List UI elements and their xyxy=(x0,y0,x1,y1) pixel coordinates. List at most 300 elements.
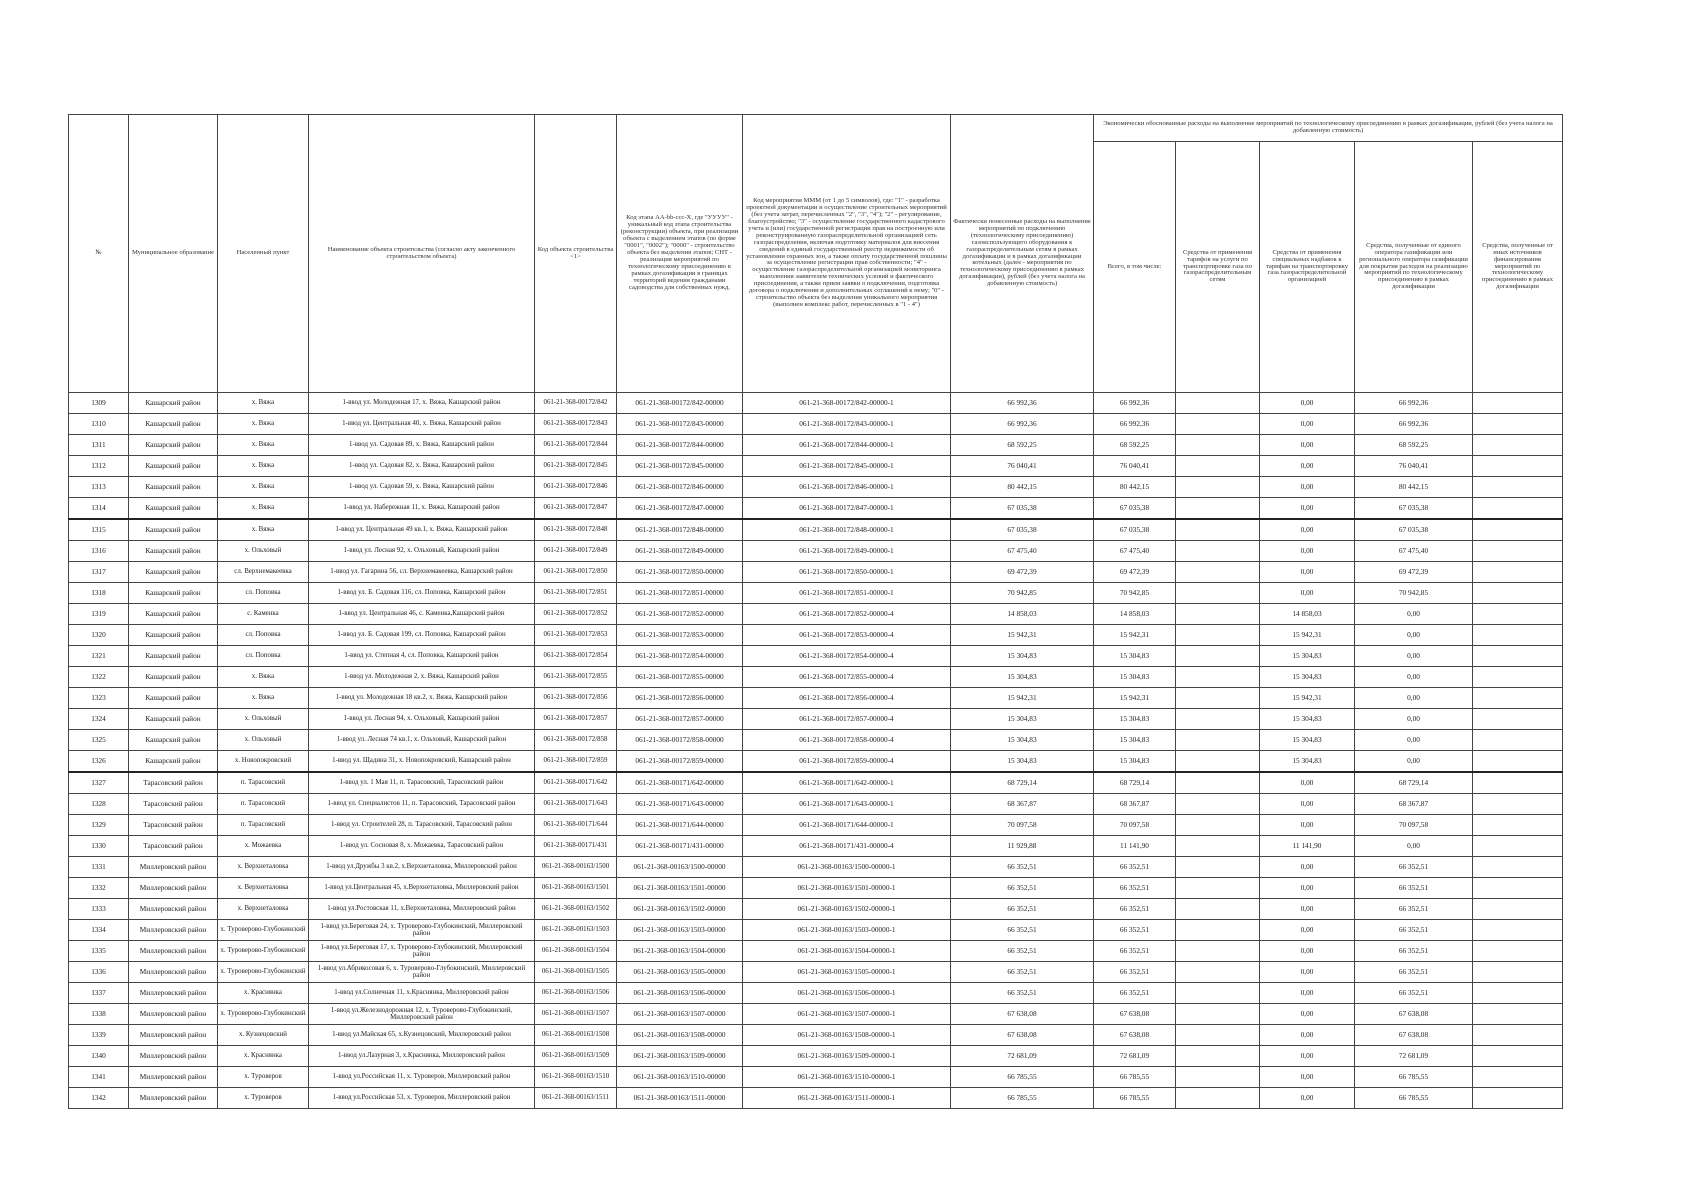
cell-municipality: Миллеровский район xyxy=(129,1046,218,1067)
cell-src-other xyxy=(1473,709,1563,730)
cell-num: 1326 xyxy=(69,751,129,773)
cell-src-operator: 0,00 xyxy=(1355,604,1473,625)
cell-src-transport xyxy=(1176,667,1260,688)
cell-src-special: 0,00 xyxy=(1260,541,1355,562)
cell-event-code: 061-21-368-00163/1510-00000-1 xyxy=(743,1067,951,1088)
cell-settlement: х. Вяжа xyxy=(218,393,309,414)
cell-src-transport xyxy=(1176,1046,1260,1067)
cell-stage-code: 061-21-368-00172/848-00000 xyxy=(617,519,743,541)
cell-src-other xyxy=(1473,857,1563,878)
cell-stage-code: 061-21-368-00163/1507-00000 xyxy=(617,1004,743,1025)
cell-src-transport xyxy=(1176,604,1260,625)
cell-src-operator: 0,00 xyxy=(1355,836,1473,857)
table-row xyxy=(69,1067,1563,1088)
table-body xyxy=(69,393,1563,1109)
cell-total: 15 304,83 xyxy=(1094,709,1176,730)
cell-src-special: 0,00 xyxy=(1260,1004,1355,1025)
cell-src-special: 0,00 xyxy=(1260,794,1355,815)
table-row xyxy=(69,857,1563,878)
cell-src-operator: 0,00 xyxy=(1355,709,1473,730)
cell-event-code: 061-21-368-00163/1508-00000-1 xyxy=(743,1025,951,1046)
cell-object-name: 1-ввод ул. Щадина 31, х. Новопокровский, Кашарский район xyxy=(309,751,535,773)
cell-total: 66 352,51 xyxy=(1094,941,1176,962)
cell-src-transport xyxy=(1176,456,1260,477)
cell-actual-costs: 66 352,51 xyxy=(951,962,1094,983)
cell-src-other xyxy=(1473,794,1563,815)
cell-src-special: 11 141,90 xyxy=(1260,836,1355,857)
cell-src-other xyxy=(1473,393,1563,414)
cell-event-code: 061-21-368-00172/854-00000-4 xyxy=(743,646,951,667)
cell-src-other xyxy=(1473,562,1563,583)
cell-event-code: 061-21-368-00172/852-00000-4 xyxy=(743,604,951,625)
cell-object-name: 1-ввод ул. Лесная 74 кв.1, х. Ольховый, Кашарский район xyxy=(309,730,535,751)
cell-municipality: Миллеровский район xyxy=(129,1004,218,1025)
cell-src-operator: 69 472,39 xyxy=(1355,562,1473,583)
cell-num: 1331 xyxy=(69,857,129,878)
cell-src-transport xyxy=(1176,836,1260,857)
cell-municipality: Миллеровский район xyxy=(129,983,218,1004)
header-stage-code: Код этапа АА-bb-ccc-X, где "УУУУ" - уникальный код этапа строительства (реконструкции) объекта, при реализации объекта с выделением этапов (по форме "0001", "0002"); "0000" - строительство объекта без выделения этапов; СНТ - реализация мероприятий по технологическому присоединению в рамках догазификации в границах территорий ведения гражданами садоводства для собственных нужд. xyxy=(617,115,743,393)
cell-total: 68 367,87 xyxy=(1094,794,1176,815)
cell-src-special: 15 304,83 xyxy=(1260,751,1355,773)
cell-object-name: 1-ввод ул. Набережная 11, х. Вяжа, Кашарский район xyxy=(309,498,535,520)
cell-src-operator: 66 352,51 xyxy=(1355,920,1473,941)
cell-total: 66 352,51 xyxy=(1094,983,1176,1004)
cell-object-code: 061-21-368-00172/853 xyxy=(535,625,617,646)
cell-src-operator: 72 681,09 xyxy=(1355,1046,1473,1067)
cell-object-code: 061-21-368-00163/1511 xyxy=(535,1088,617,1109)
cell-stage-code: 061-21-368-00163/1504-00000 xyxy=(617,941,743,962)
cell-actual-costs: 70 097,58 xyxy=(951,815,1094,836)
cell-object-code: 061-21-368-00163/1507 xyxy=(535,1004,617,1025)
cell-event-code: 061-21-368-00172/849-00000-1 xyxy=(743,541,951,562)
cell-num: 1319 xyxy=(69,604,129,625)
cell-object-name: 1-ввод ул.Ростовская 11, х.Верхнеталовка, Миллеровский район xyxy=(309,899,535,920)
cell-src-transport xyxy=(1176,541,1260,562)
cell-event-code: 061-21-368-00172/851-00000-1 xyxy=(743,583,951,604)
cell-stage-code: 061-21-368-00171/643-00000 xyxy=(617,794,743,815)
cell-src-transport xyxy=(1176,583,1260,604)
cell-src-other xyxy=(1473,899,1563,920)
cell-src-other xyxy=(1473,815,1563,836)
cell-actual-costs: 67 638,08 xyxy=(951,1025,1094,1046)
cell-actual-costs: 11 929,88 xyxy=(951,836,1094,857)
cell-municipality: Миллеровский район xyxy=(129,878,218,899)
cell-settlement: х. Ольховый xyxy=(218,541,309,562)
cell-actual-costs: 15 304,83 xyxy=(951,646,1094,667)
header-total: Всего, в том числе: xyxy=(1094,142,1176,393)
cell-settlement: х. Вяжа xyxy=(218,667,309,688)
cell-src-special: 0,00 xyxy=(1260,583,1355,604)
cell-actual-costs: 66 352,51 xyxy=(951,899,1094,920)
cell-src-operator: 67 638,08 xyxy=(1355,1025,1473,1046)
cell-src-other xyxy=(1473,878,1563,899)
cell-actual-costs: 70 942,85 xyxy=(951,583,1094,604)
cell-settlement: х. Вяжа xyxy=(218,414,309,435)
cell-src-transport xyxy=(1176,519,1260,541)
header-object-code: Код объекта строительства <1> xyxy=(535,115,617,393)
header-settlement: Населенный пункт xyxy=(218,115,309,393)
cell-actual-costs: 68 592,25 xyxy=(951,435,1094,456)
cell-object-code: 061-21-368-00163/1509 xyxy=(535,1046,617,1067)
cell-actual-costs: 76 040,41 xyxy=(951,456,1094,477)
cell-src-transport xyxy=(1176,878,1260,899)
cell-settlement: п. Тарасовский xyxy=(218,815,309,836)
cell-total: 15 304,83 xyxy=(1094,751,1176,773)
cell-src-special: 15 304,83 xyxy=(1260,730,1355,751)
cell-stage-code: 061-21-368-00163/1503-00000 xyxy=(617,920,743,941)
cell-actual-costs: 72 681,09 xyxy=(951,1046,1094,1067)
cell-src-operator: 0,00 xyxy=(1355,625,1473,646)
cell-object-code: 061-21-368-00172/852 xyxy=(535,604,617,625)
cell-src-special: 0,00 xyxy=(1260,477,1355,498)
cell-event-code: 061-21-368-00172/845-00000-1 xyxy=(743,456,951,477)
cell-actual-costs: 15 304,83 xyxy=(951,667,1094,688)
cell-num: 1330 xyxy=(69,836,129,857)
table-row xyxy=(69,899,1563,920)
cell-object-name: 1-ввод ул.Береговая 24, х. Туроверово-Глубокинский, Миллеровский район xyxy=(309,920,535,941)
cell-src-other xyxy=(1473,435,1563,456)
cell-src-other xyxy=(1473,772,1563,794)
header-event-code: Код мероприятия МММ (от 1 до 5 символов), где: "1" - разработка проектной документации и осуществление строительных мероприятий (без учета затрат, перечисленных "2", "3", "4"); "2" - регулирование, благоустройство; "3" - осуществление государственного кадастрового учета и (или) государственной регистрации прав на построенную или реконструированную газораспределительной организацией сеть газораспределения, включая подготовку материалов для внесения сведений в единый государственный реестр недвижимости об установлении охранных зон, а также оплату государственной пошлины за осуществление регистрации прав собственности; "4" - осуществление газораспределительной организацией мониторинга выполнения заявителем технических условий и фактического присоединения, а также прием заявки о подключении, подготовка договора о подключении и дополнительных соглашений к нему; "0" - строительство объекта без выделения уникального мероприятия (выполнен комплекс работ, перечисленных в "1 - 4") xyxy=(743,115,951,393)
cell-stage-code: 061-21-368-00172/842-00000 xyxy=(617,393,743,414)
cell-settlement: х. Краснянка xyxy=(218,1046,309,1067)
cell-src-special: 0,00 xyxy=(1260,1088,1355,1109)
cell-src-operator: 68 592,25 xyxy=(1355,435,1473,456)
cell-src-operator: 67 638,08 xyxy=(1355,1004,1473,1025)
cell-src-other xyxy=(1473,920,1563,941)
cell-src-transport xyxy=(1176,435,1260,456)
cell-stage-code: 061-21-368-00163/1502-00000 xyxy=(617,899,743,920)
cell-src-special: 15 304,83 xyxy=(1260,646,1355,667)
cell-src-special: 15 942,31 xyxy=(1260,625,1355,646)
cell-object-name: 1-ввод ул.Береговая 17, х. Туроверово-Глубокинский, Миллеровский район xyxy=(309,941,535,962)
cell-num: 1324 xyxy=(69,709,129,730)
cell-settlement: п. Тарасовский xyxy=(218,794,309,815)
cell-municipality: Миллеровский район xyxy=(129,1088,218,1109)
cell-stage-code: 061-21-368-00172/845-00000 xyxy=(617,456,743,477)
cell-src-special: 0,00 xyxy=(1260,815,1355,836)
cell-src-transport xyxy=(1176,1088,1260,1109)
cell-stage-code: 061-21-368-00172/856-00000 xyxy=(617,688,743,709)
cell-num: 1311 xyxy=(69,435,129,456)
cell-event-code: 061-21-368-00172/842-00000-1 xyxy=(743,393,951,414)
cell-object-name: 1-ввод ул. Центральная 46, с. Каменка,Кашарский район xyxy=(309,604,535,625)
cell-total: 76 040,41 xyxy=(1094,456,1176,477)
cell-src-special: 0,00 xyxy=(1260,899,1355,920)
cell-object-name: 1-ввод ул.Российская 11, х. Туроверов, Миллеровский район xyxy=(309,1067,535,1088)
header-actual-costs: Фактически понесенные расходы на выполнение мероприятий по подключению (технологическому присоединению) газоиспользующего оборудования к газораспределительным сетям в рамках догазификации и в рамках догазификации котельных (далее - мероприятия по технологическому присоединению в рамках догазификации), рублей (без учета налога на добавленную стоимость) xyxy=(951,115,1094,393)
cell-actual-costs: 67 035,38 xyxy=(951,498,1094,520)
cell-stage-code: 061-21-368-00171/431-00000 xyxy=(617,836,743,857)
cell-object-name: 1-ввод ул.Лазурная 3, х.Краснянка, Миллеровский район xyxy=(309,1046,535,1067)
cell-total: 67 638,08 xyxy=(1094,1004,1176,1025)
cell-object-code: 061-21-368-00171/643 xyxy=(535,794,617,815)
cell-settlement: сл. Поповка xyxy=(218,625,309,646)
cell-object-code: 061-21-368-00172/844 xyxy=(535,435,617,456)
cell-src-special: 0,00 xyxy=(1260,414,1355,435)
cell-object-code: 061-21-368-00163/1503 xyxy=(535,920,617,941)
table-row xyxy=(69,730,1563,751)
cell-settlement: х. Туроверов xyxy=(218,1067,309,1088)
header-num: № xyxy=(69,115,129,393)
cell-settlement: х. Новопокровский xyxy=(218,751,309,773)
cell-object-name: 1-ввод ул.Солнечная 11, х.Краснянка, Миллеровский район xyxy=(309,983,535,1004)
table-row xyxy=(69,751,1563,773)
cell-settlement: х. Верхнеталовка xyxy=(218,878,309,899)
cell-num: 1313 xyxy=(69,477,129,498)
cell-object-name: 1-ввод ул. Центральная 40, х. Вяжа, Кашарский район xyxy=(309,414,535,435)
cell-src-other xyxy=(1473,751,1563,773)
table-row xyxy=(69,983,1563,1004)
cell-src-other xyxy=(1473,836,1563,857)
cell-actual-costs: 66 352,51 xyxy=(951,983,1094,1004)
cell-municipality: Кашарский район xyxy=(129,477,218,498)
cell-object-code: 061-21-368-00171/642 xyxy=(535,772,617,794)
header-object-name: Наименование объекта строительства (согласно акту законченного строительством объекта) xyxy=(309,115,535,393)
cell-stage-code: 061-21-368-00172/858-00000 xyxy=(617,730,743,751)
cell-src-operator: 70 942,85 xyxy=(1355,583,1473,604)
cell-settlement: х. Верхнеталовка xyxy=(218,857,309,878)
cell-num: 1320 xyxy=(69,625,129,646)
cell-num: 1341 xyxy=(69,1067,129,1088)
cell-settlement: сл. Поповка xyxy=(218,646,309,667)
cell-settlement: п. Тарасовский xyxy=(218,772,309,794)
cell-municipality: Тарасовский район xyxy=(129,772,218,794)
cell-src-transport xyxy=(1176,751,1260,773)
cell-src-operator: 0,00 xyxy=(1355,688,1473,709)
cell-actual-costs: 66 352,51 xyxy=(951,857,1094,878)
cell-actual-costs: 67 638,08 xyxy=(951,1004,1094,1025)
cell-src-operator: 0,00 xyxy=(1355,646,1473,667)
cell-object-code: 061-21-368-00172/845 xyxy=(535,456,617,477)
cell-event-code: 061-21-368-00172/856-00000-4 xyxy=(743,688,951,709)
cell-src-transport xyxy=(1176,899,1260,920)
cell-total: 72 681,09 xyxy=(1094,1046,1176,1067)
cell-src-operator: 67 035,38 xyxy=(1355,498,1473,520)
cell-municipality: Кашарский район xyxy=(129,583,218,604)
cell-src-special: 0,00 xyxy=(1260,1046,1355,1067)
cell-actual-costs: 66 352,51 xyxy=(951,920,1094,941)
cell-object-code: 061-21-368-00163/1510 xyxy=(535,1067,617,1088)
cell-total: 15 304,83 xyxy=(1094,667,1176,688)
cell-object-code: 061-21-368-00172/847 xyxy=(535,498,617,520)
cell-src-special: 0,00 xyxy=(1260,1067,1355,1088)
cell-total: 69 472,39 xyxy=(1094,562,1176,583)
cell-stage-code: 061-21-368-00171/642-00000 xyxy=(617,772,743,794)
cell-object-code: 061-21-368-00171/431 xyxy=(535,836,617,857)
cell-object-code: 061-21-368-00172/859 xyxy=(535,751,617,773)
cell-src-other xyxy=(1473,667,1563,688)
cell-total: 66 785,55 xyxy=(1094,1088,1176,1109)
cell-src-operator: 66 352,51 xyxy=(1355,857,1473,878)
cell-actual-costs: 14 858,03 xyxy=(951,604,1094,625)
cell-object-code: 061-21-368-00172/849 xyxy=(535,541,617,562)
cell-object-name: 1-ввод ул. Молодежная 17, х. Вяжа, Кашарский район xyxy=(309,393,535,414)
cell-settlement: х. Краснянка xyxy=(218,983,309,1004)
cell-num: 1317 xyxy=(69,562,129,583)
cell-event-code: 061-21-368-00163/1506-00000-1 xyxy=(743,983,951,1004)
cell-num: 1309 xyxy=(69,393,129,414)
cell-actual-costs: 15 304,83 xyxy=(951,709,1094,730)
cell-src-special: 15 304,83 xyxy=(1260,709,1355,730)
cell-src-transport xyxy=(1176,962,1260,983)
register-table xyxy=(68,114,1563,1109)
cell-event-code: 061-21-368-00172/858-00000-4 xyxy=(743,730,951,751)
cell-num: 1338 xyxy=(69,1004,129,1025)
cell-settlement: х. Вяжа xyxy=(218,456,309,477)
cell-actual-costs: 67 035,38 xyxy=(951,519,1094,541)
cell-src-transport xyxy=(1176,794,1260,815)
cell-settlement: сл. Поповка xyxy=(218,583,309,604)
cell-num: 1315 xyxy=(69,519,129,541)
cell-num: 1337 xyxy=(69,983,129,1004)
table-row xyxy=(69,920,1563,941)
cell-object-code: 061-21-368-00163/1504 xyxy=(535,941,617,962)
cell-stage-code: 061-21-368-00172/843-00000 xyxy=(617,414,743,435)
cell-object-code: 061-21-368-00172/857 xyxy=(535,709,617,730)
cell-event-code: 061-21-368-00171/643-00000-1 xyxy=(743,794,951,815)
cell-src-operator: 66 352,51 xyxy=(1355,878,1473,899)
cell-src-transport xyxy=(1176,625,1260,646)
cell-src-operator: 67 475,40 xyxy=(1355,541,1473,562)
table-row xyxy=(69,1046,1563,1067)
cell-event-code: 061-21-368-00172/843-00000-1 xyxy=(743,414,951,435)
cell-object-code: 061-21-368-00172/848 xyxy=(535,519,617,541)
cell-stage-code: 061-21-368-00172/851-00000 xyxy=(617,583,743,604)
cell-object-code: 061-21-368-00163/1506 xyxy=(535,983,617,1004)
cell-stage-code: 061-21-368-00163/1500-00000 xyxy=(617,857,743,878)
table-row xyxy=(69,836,1563,857)
table-header xyxy=(69,115,1563,393)
cell-num: 1328 xyxy=(69,794,129,815)
cell-settlement: х. Туроверово-Глубокинский xyxy=(218,962,309,983)
cell-stage-code: 061-21-368-00172/857-00000 xyxy=(617,709,743,730)
table-row xyxy=(69,815,1563,836)
cell-object-name: 1-ввод ул. Б. Садовая 116, сл. Поповка, Кашарский район xyxy=(309,583,535,604)
cell-municipality: Миллеровский район xyxy=(129,962,218,983)
cell-actual-costs: 66 785,55 xyxy=(951,1067,1094,1088)
cell-total: 67 035,38 xyxy=(1094,519,1176,541)
cell-stage-code: 061-21-368-00172/850-00000 xyxy=(617,562,743,583)
cell-settlement: х. Туроверово-Глубокинский xyxy=(218,941,309,962)
cell-src-operator: 66 352,51 xyxy=(1355,962,1473,983)
cell-object-code: 061-21-368-00172/850 xyxy=(535,562,617,583)
cell-stage-code: 061-21-368-00172/852-00000 xyxy=(617,604,743,625)
cell-stage-code: 061-21-368-00163/1511-00000 xyxy=(617,1088,743,1109)
cell-object-code: 061-21-368-00172/851 xyxy=(535,583,617,604)
cell-num: 1312 xyxy=(69,456,129,477)
cell-src-operator: 0,00 xyxy=(1355,667,1473,688)
cell-object-name: 1-ввод ул. Садовая 59, х. Вяжа, Кашарский район xyxy=(309,477,535,498)
cell-actual-costs: 80 442,15 xyxy=(951,477,1094,498)
cell-municipality: Кашарский район xyxy=(129,456,218,477)
cell-num: 1325 xyxy=(69,730,129,751)
cell-total: 80 442,15 xyxy=(1094,477,1176,498)
cell-src-transport xyxy=(1176,857,1260,878)
cell-event-code: 061-21-368-00172/859-00000-4 xyxy=(743,751,951,773)
cell-object-name: 1-ввод ул. Строителей 28, п. Тарасовский, Тарасовский район xyxy=(309,815,535,836)
cell-total: 67 638,08 xyxy=(1094,1025,1176,1046)
table-row xyxy=(69,1004,1563,1025)
cell-object-code: 061-21-368-00171/644 xyxy=(535,815,617,836)
cell-municipality: Кашарский район xyxy=(129,730,218,751)
cell-municipality: Миллеровский район xyxy=(129,1025,218,1046)
cell-src-special: 0,00 xyxy=(1260,983,1355,1004)
cell-src-operator: 66 352,51 xyxy=(1355,899,1473,920)
cell-stage-code: 061-21-368-00172/859-00000 xyxy=(617,751,743,773)
header-src-other: Средства, полученные от иных источников финансирования мероприятий по технологическому присоединению в рамках догазификации xyxy=(1473,142,1563,393)
cell-num: 1332 xyxy=(69,878,129,899)
cell-settlement: сл. Верхнемакеевка xyxy=(218,562,309,583)
cell-src-special: 0,00 xyxy=(1260,393,1355,414)
cell-src-operator: 70 097,58 xyxy=(1355,815,1473,836)
cell-src-transport xyxy=(1176,772,1260,794)
cell-event-code: 061-21-368-00172/848-00000-1 xyxy=(743,519,951,541)
cell-src-special: 0,00 xyxy=(1260,857,1355,878)
table-row xyxy=(69,519,1563,541)
cell-actual-costs: 15 942,31 xyxy=(951,688,1094,709)
cell-src-other xyxy=(1473,456,1563,477)
cell-total: 66 352,51 xyxy=(1094,899,1176,920)
cell-total: 66 352,51 xyxy=(1094,962,1176,983)
cell-object-code: 061-21-368-00172/856 xyxy=(535,688,617,709)
cell-event-code: 061-21-368-00163/1511-00000-1 xyxy=(743,1088,951,1109)
cell-object-name: 1-ввод ул. Молодежная 18 кв.2, х. Вяжа, Кашарский район xyxy=(309,688,535,709)
cell-municipality: Кашарский район xyxy=(129,562,218,583)
table-row xyxy=(69,646,1563,667)
cell-stage-code: 061-21-368-00172/853-00000 xyxy=(617,625,743,646)
cell-object-name: 1-ввод ул. Садовая 89, х. Вяжа, Кашарский район xyxy=(309,435,535,456)
cell-object-name: 1-ввод ул. Молодежная 2, х. Вяжа, Кашарский район xyxy=(309,667,535,688)
cell-event-code: 061-21-368-00163/1502-00000-1 xyxy=(743,899,951,920)
cell-num: 1310 xyxy=(69,414,129,435)
cell-src-transport xyxy=(1176,688,1260,709)
cell-event-code: 061-21-368-00172/846-00000-1 xyxy=(743,477,951,498)
cell-object-name: 1-ввод ул.Железнодорожная 12, х. Туроверово-Глубокинский, Миллеровский район xyxy=(309,1004,535,1025)
cell-settlement: х. Вяжа xyxy=(218,519,309,541)
cell-municipality: Кашарский район xyxy=(129,751,218,773)
cell-municipality: Тарасовский район xyxy=(129,815,218,836)
cell-stage-code: 061-21-368-00171/644-00000 xyxy=(617,815,743,836)
cell-src-operator: 67 035,38 xyxy=(1355,519,1473,541)
cell-src-other xyxy=(1473,983,1563,1004)
cell-municipality: Кашарский район xyxy=(129,625,218,646)
cell-src-operator: 66 785,55 xyxy=(1355,1067,1473,1088)
cell-src-transport xyxy=(1176,1067,1260,1088)
cell-stage-code: 061-21-368-00163/1506-00000 xyxy=(617,983,743,1004)
cell-municipality: Кашарский район xyxy=(129,435,218,456)
table-row xyxy=(69,604,1563,625)
cell-municipality: Кашарский район xyxy=(129,709,218,730)
cell-object-code: 061-21-368-00172/842 xyxy=(535,393,617,414)
cell-stage-code: 061-21-368-00172/849-00000 xyxy=(617,541,743,562)
cell-settlement: х. Вяжа xyxy=(218,498,309,520)
cell-total: 67 475,40 xyxy=(1094,541,1176,562)
cell-src-special: 0,00 xyxy=(1260,435,1355,456)
cell-stage-code: 061-21-368-00172/844-00000 xyxy=(617,435,743,456)
cell-actual-costs: 69 472,39 xyxy=(951,562,1094,583)
cell-municipality: Миллеровский район xyxy=(129,857,218,878)
cell-settlement: х. Кузнецовский xyxy=(218,1025,309,1046)
cell-municipality: Миллеровский район xyxy=(129,920,218,941)
cell-actual-costs: 66 785,55 xyxy=(951,1088,1094,1109)
cell-src-other xyxy=(1473,646,1563,667)
cell-stage-code: 061-21-368-00163/1505-00000 xyxy=(617,962,743,983)
cell-object-code: 061-21-368-00172/858 xyxy=(535,730,617,751)
cell-settlement: х. Можаевка xyxy=(218,836,309,857)
cell-total: 66 785,55 xyxy=(1094,1067,1176,1088)
